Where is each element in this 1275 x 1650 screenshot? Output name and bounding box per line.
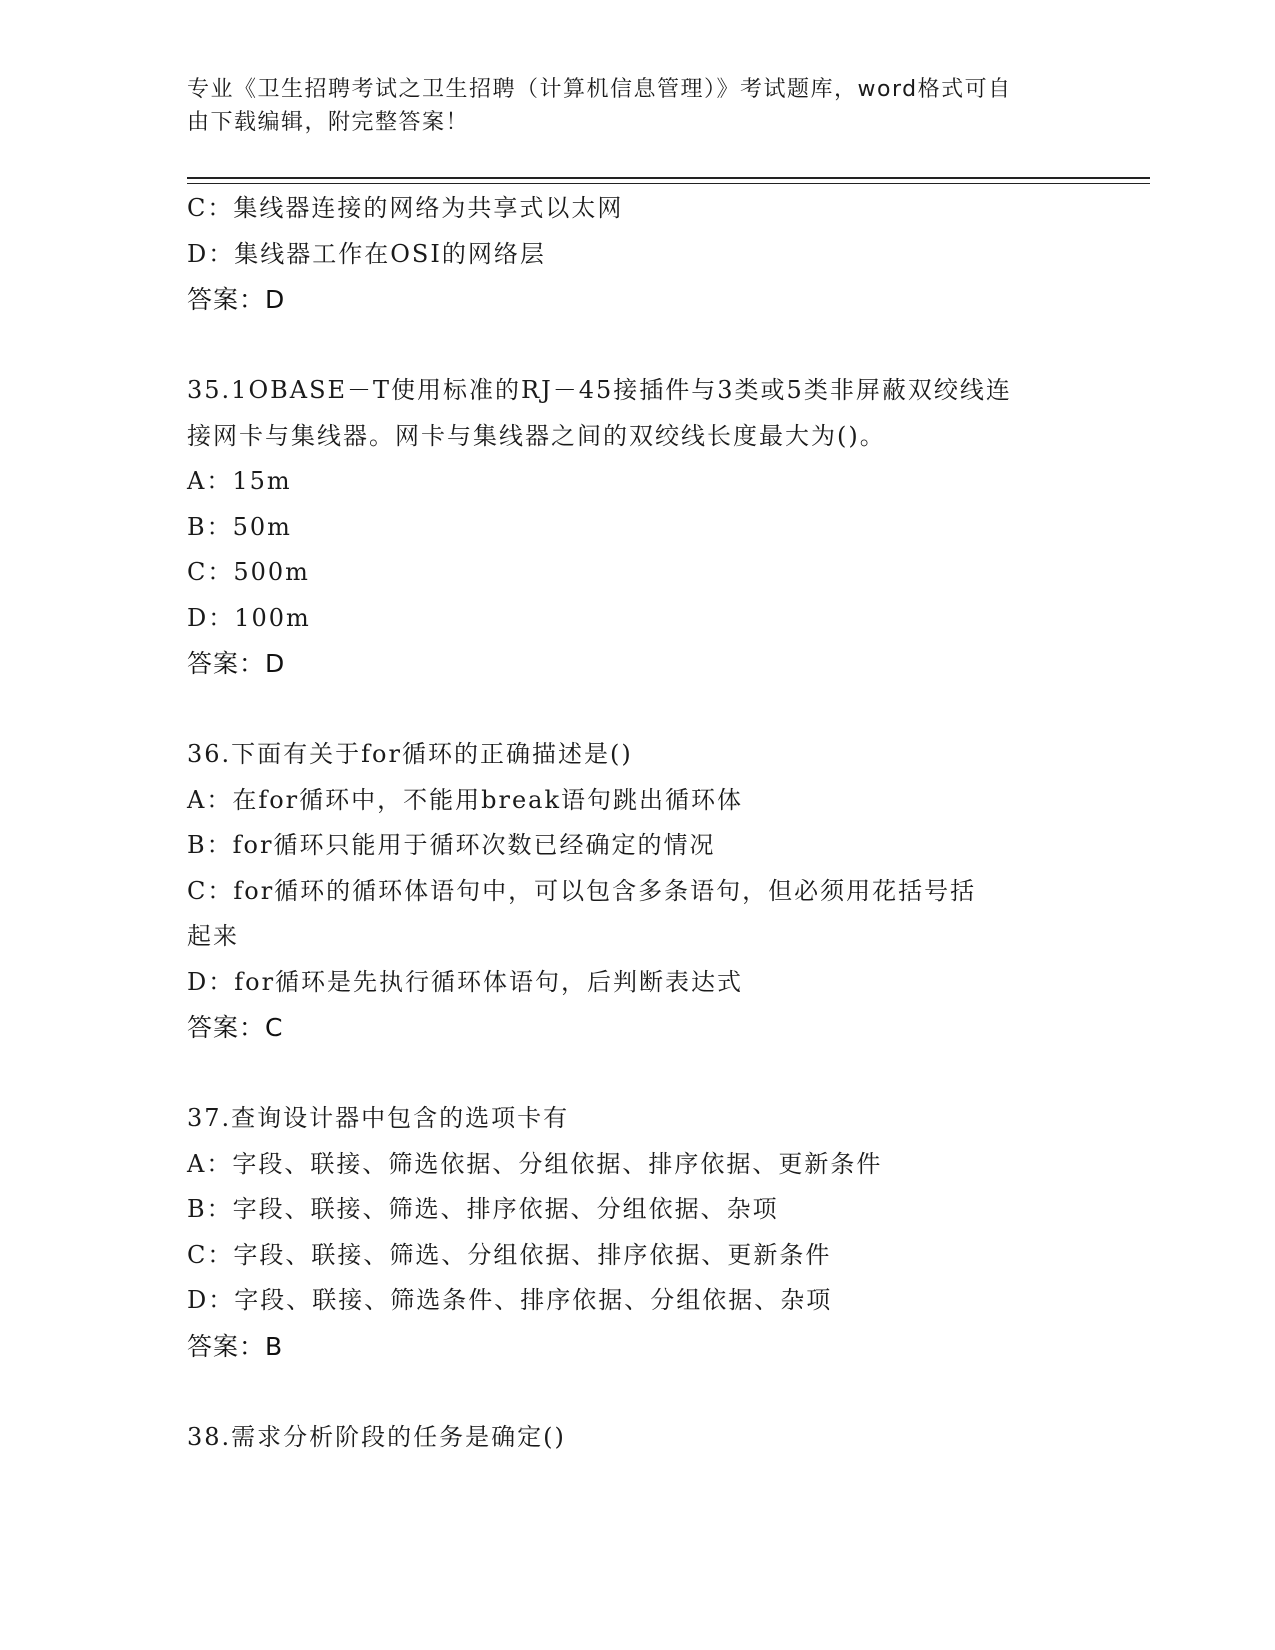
header-divider-thick (187, 177, 1150, 179)
question-spacer (187, 323, 1087, 369)
option-d: D：100m (187, 603, 311, 632)
option-b: B：for循环只能用于循环次数已经确定的情况 (187, 831, 716, 859)
question-spacer (187, 1369, 1087, 1415)
question-block-37 (187, 1096, 1087, 1369)
option-c: C：500m (187, 558, 310, 586)
option-d: D：for循环是先执行循环体语句，后判断表达式 (187, 967, 744, 996)
question-block-continued (187, 186, 1087, 323)
question-spacer (187, 687, 1087, 733)
option-a: A：在for循环中，不能用break语句跳出循环体 (187, 785, 744, 814)
question-stem-line-1: 36.下面有关于for循环的正确描述是() (187, 740, 633, 768)
option-d: D：字段、联接、筛选条件、排序依据、分组依据、杂项 (187, 1286, 833, 1314)
question-stem-line-1: 37.查询设计器中包含的选项卡有 (187, 1104, 570, 1132)
option-b: B：字段、联接、筛选、排序依据、分组依据、杂项 (187, 1195, 779, 1223)
question-stem-line-1: 38.需求分析阶段的任务是确定() (187, 1422, 566, 1451)
option-b: B：50m (187, 512, 292, 541)
question-stem-line-2: 接网卡与集线器。网卡与集线器之间的双绞线长度最大为()。 (187, 421, 886, 450)
option-c-line-1: C：for循环的循环体语句中，可以包含多条语句，但必须用花括号括 (187, 876, 977, 905)
answer-line: 答案：C (187, 1013, 284, 1042)
question-list (187, 186, 1087, 1460)
option-c: C：字段、联接、筛选、分组依据、排序依据、更新条件 (187, 1240, 832, 1269)
answer-line: 答案：B (187, 1331, 284, 1361)
answer-line: 答案：D (187, 285, 286, 314)
option-c-line-2: 起来 (187, 922, 239, 950)
option-a: A：15m (187, 467, 292, 495)
header-intro-line-1: 专业《卫生招聘考试之卫生招聘（计算机信息管理）》考试题库，word格式可自 (187, 77, 1012, 102)
question-block-38 (187, 1415, 1087, 1461)
option-d: D：集线器工作在OSI的网络层 (187, 239, 546, 268)
document-header (187, 73, 1067, 139)
question-block-35 (187, 368, 1087, 687)
header-intro-line-2: 由下载编辑，附完整答案！ (187, 110, 470, 135)
question-stem-line-1: 35.1OBASE－T使用标准的RJ－45接插件与3类或5类非屏蔽双绞线连 (187, 376, 1012, 404)
question-spacer (187, 1051, 1087, 1097)
question-block-36 (187, 732, 1087, 1051)
option-c: C：集线器连接的网络为共享式以太网 (187, 194, 624, 222)
header-divider-thin (187, 183, 1150, 184)
option-a: A：字段、联接、筛选依据、分组依据、排序依据、更新条件 (187, 1149, 883, 1178)
answer-line: 答案：D (187, 649, 286, 678)
